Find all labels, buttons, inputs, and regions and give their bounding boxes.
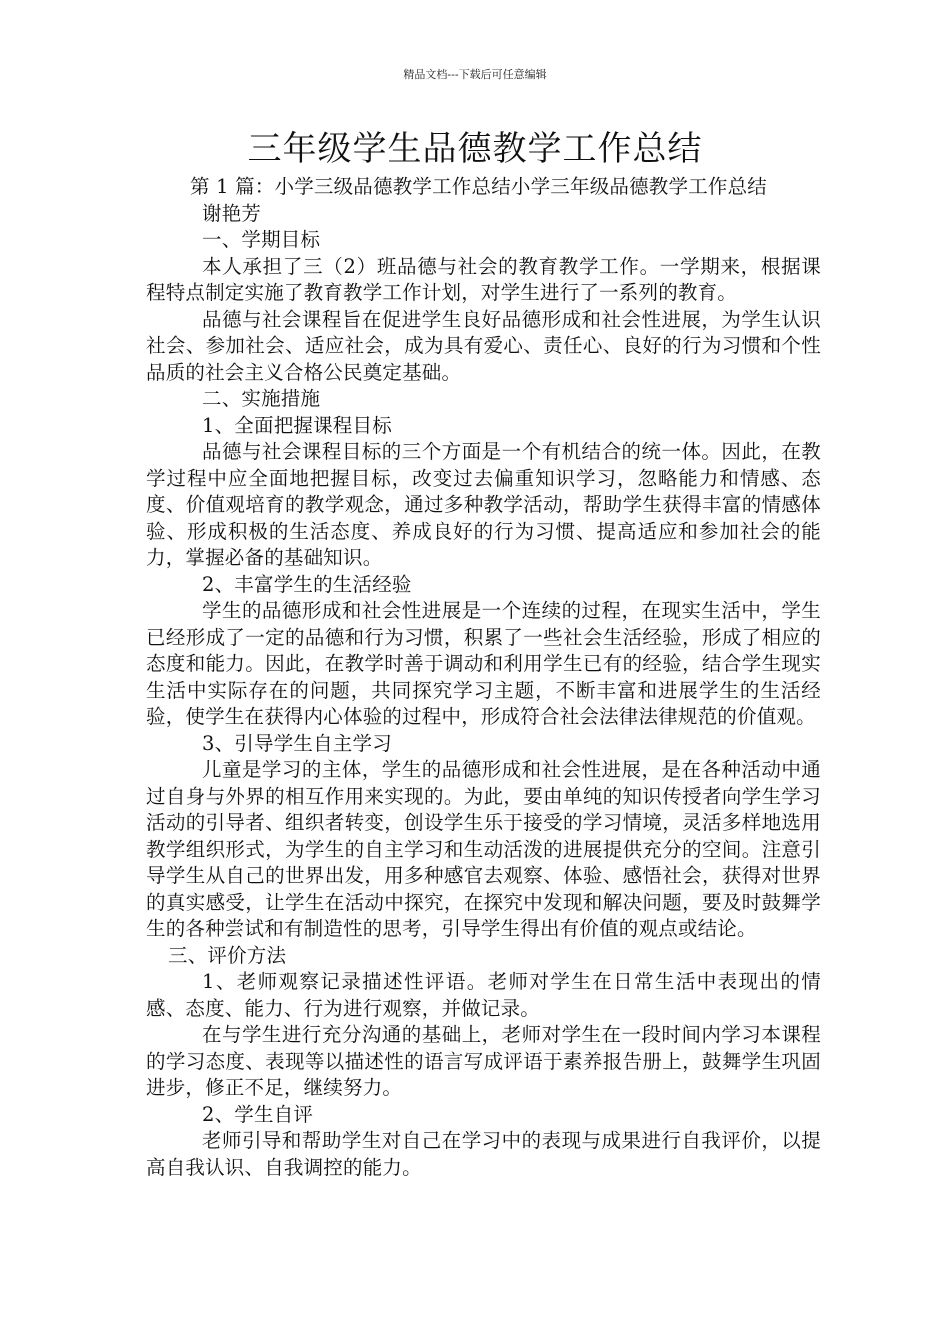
subheading: 2、学生自评: [202, 1102, 314, 1126]
paragraph: 品德与社会课程旨在促进学生良好品德形成和社会性进展，为学生认识社会、参加社会、适应社会，成为具有爱心、责任心、良好的行为习惯和个性品质的社会主义合格公民奠定基础。: [146, 307, 821, 384]
paragraph: 在与学生进行充分沟通的基础上，老师对学生在一段时间内学习本课程的学习态度、表现等以描述性的语言写成评语于素养报告册上，鼓舞学生巩固进步，修正不足，继续努力。: [146, 1023, 821, 1099]
paragraph: 1、老师观察记录描述性评语。老师对学生在日常生活中表现出的情感、态度、能力、行为进行观察，并做记录。: [146, 970, 821, 1020]
subheading: 2、丰富学生的生活经验: [202, 572, 412, 596]
paragraph: 老师引导和帮助学生对自己在学习中的表现与成果进行自我评价，以提高自我认识、自我调控的能力。: [146, 1129, 821, 1179]
heading-section-1: 一、学期目标: [202, 228, 321, 251]
paragraph: 学生的品德形成和社会性进展是一个连续的过程，在现实生活中，学生已经形成了一定的品德和行为习惯，积累了一些社会生活经验，形成了相应的态度和能力。因此，在教学时善于调动和利用学生已有的经验，结合学生现实生活中实际存在的问题，共同探究学习主题，不断丰富和进展学生的生活经验，使学生在获得内心体验的过程中，形成符合社会法律法律规范的价值观。: [146, 599, 821, 728]
header-note: 精品文档---下载后可任意编辑: [403, 68, 547, 81]
paragraph: 儿童是学习的主体，学生的品德形成和社会性进展，是在各种活动中通过自身与外界的相互作用来实现的。为此，要由单纯的知识传授者向学生学习活动的引导者、组织者转变，创设学生乐于接受的学习情境，灵活多样地选用教学组织形式，为学生的自主学习和生动活泼的进展提供充分的空间。注意引导学生从自己的世界出发，用多种感官去观察、体验、感悟社会，获得对世界的真实感受，让学生在活动中探究，在探究中发现和解决问题，要及时鼓舞学生的各种尝试和有制造性的思考，引导学生得出有价值的观点或结论。: [146, 758, 821, 940]
heading-section-2: 二、实施措施: [202, 387, 321, 410]
paragraph-author: 谢艳芳: [202, 201, 262, 225]
paragraph-subtitle: 第 1 篇：小学三级品德教学工作总结小学三年级品德教学工作总结: [190, 175, 768, 198]
document-body: [146, 174, 821, 1181]
paragraph: 本人承担了三（2）班品德与社会的教育教学工作。一学期来，根据课程特点制定实施了教育教学工作计划，对学生进行了一系列的教育。: [146, 254, 821, 304]
subheading: 3、引导学生自主学习: [202, 731, 392, 755]
paragraph: 品德与社会课程目标的三个方面是一个有机结合的统一体。因此，在教学过程中应全面地把握目标，改变过去偏重知识学习，忽略能力和情感、态度、价值观培育的教学观念，通过多种教学活动，帮助学生获得丰富的情感体验、形成积极的生活态度、养成良好的行为习惯、提高适应和参加社会的能力，掌握必备的基础知识。: [146, 440, 821, 569]
heading-section-3: 三、评价方法: [168, 943, 287, 967]
subheading: 1、全面把握课程目标: [202, 413, 392, 437]
document-title: 三年级学生品德教学工作总结: [247, 129, 703, 169]
